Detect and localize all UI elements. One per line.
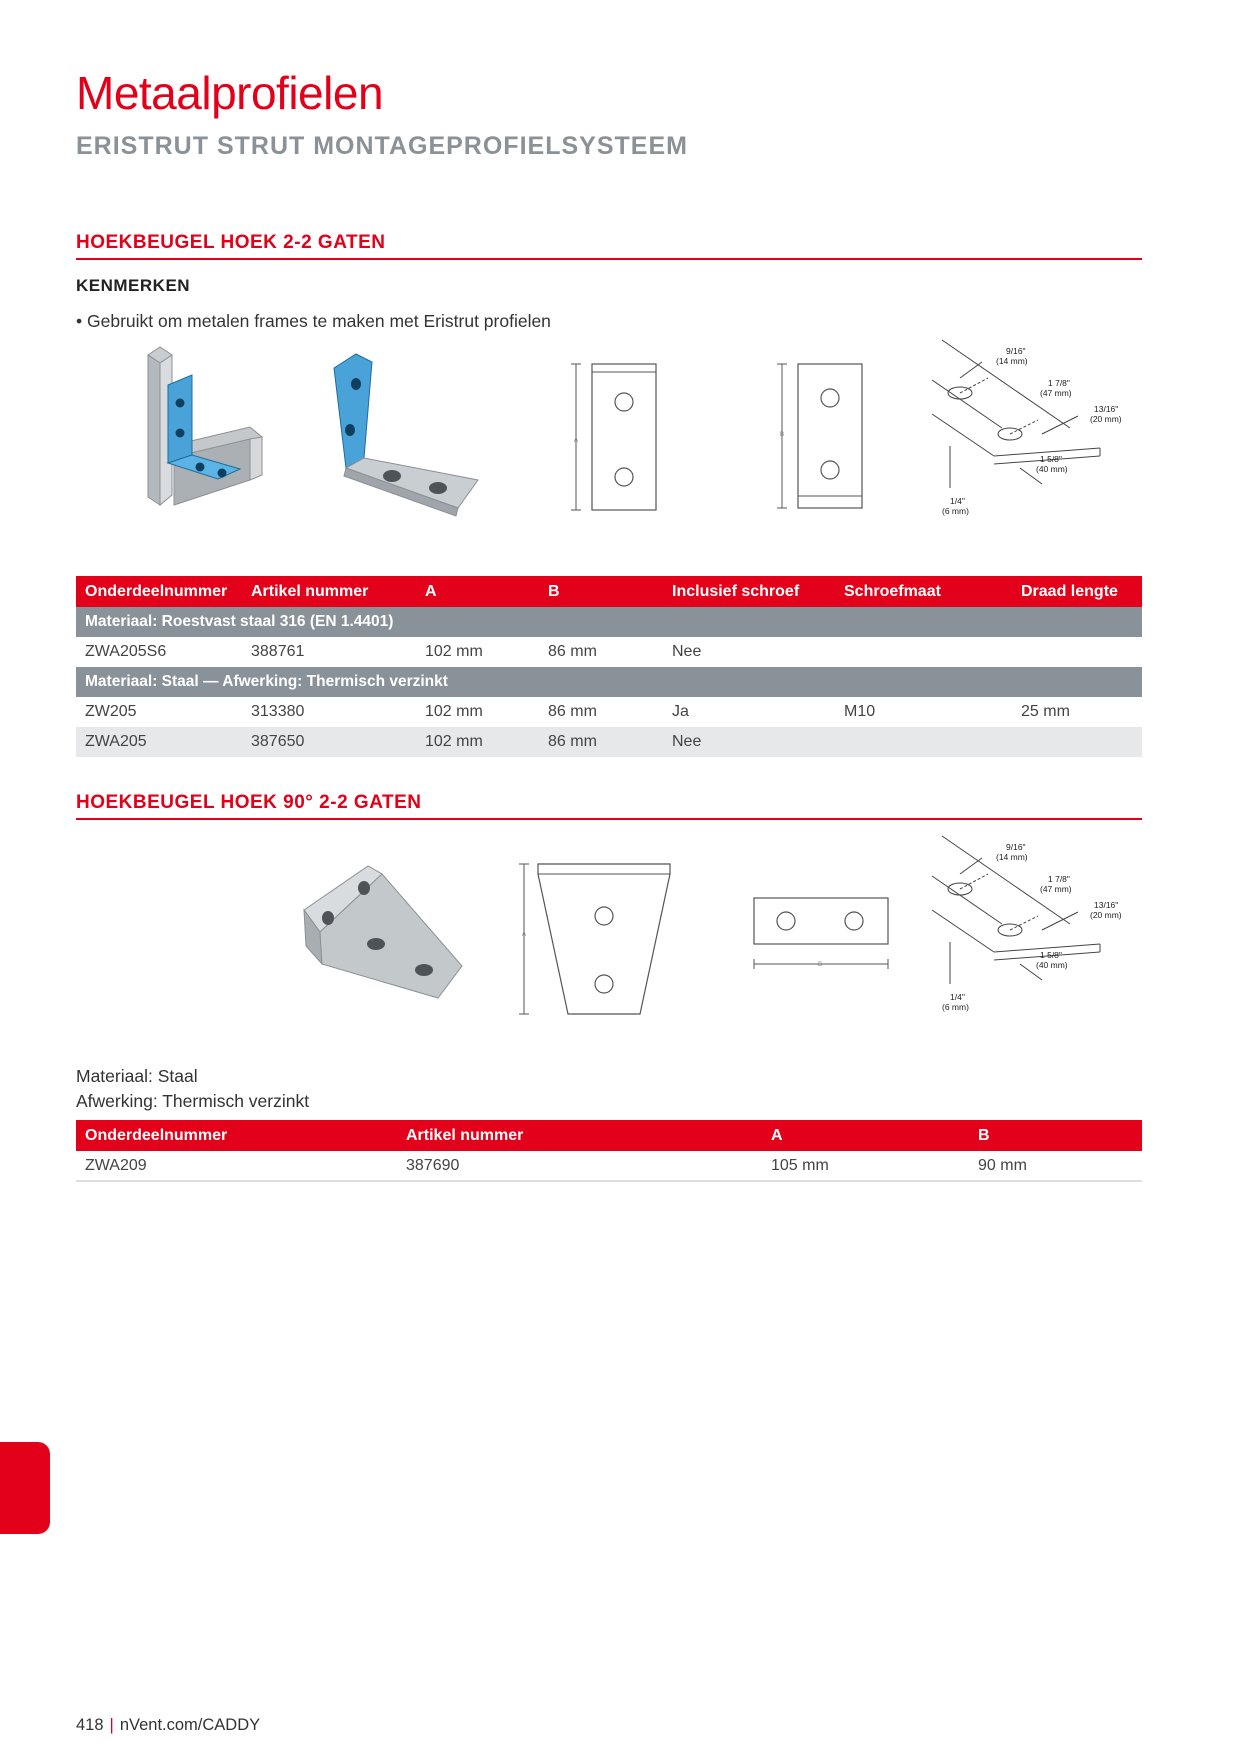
table-cell: 102 mm	[425, 703, 483, 720]
col-header: B	[969, 1120, 1142, 1151]
table-cell: 102 mm	[416, 727, 539, 757]
footer-separator: |	[109, 1716, 114, 1734]
dim-spacing-mm-label: (47 mm)	[1040, 884, 1072, 894]
spec-table-2	[76, 1120, 1142, 1182]
section-heading-2: HOEKBEUGEL HOEK 90° 2-2 GATEN	[76, 792, 1142, 820]
col-header: Onderdeelnummer	[76, 1120, 397, 1151]
group-label: Materiaal: Staal — Afwerking: Thermisch verzinkt	[76, 667, 1142, 697]
table-row	[76, 697, 1142, 727]
dim-width-mm-label: (40 mm)	[1036, 464, 1068, 474]
dim-hole-label: 9/16"	[1006, 842, 1026, 852]
table-cell: Nee	[672, 643, 702, 660]
table-cell: 86 mm	[548, 643, 597, 660]
page-title: Metaalprofielen	[76, 67, 384, 119]
table-cell: ZWA205S6	[85, 643, 167, 660]
group-label: Materiaal: Roestvast staal 316 (EN 1.4401)	[76, 607, 1142, 637]
dim-width-label: 1 5/8"	[1040, 454, 1062, 464]
table-cell: M10	[844, 703, 876, 720]
dim-hole-mm-label: (14 mm)	[996, 356, 1028, 366]
feature-bullet: • Gebruikt om metalen frames te maken met Eristrut profielen	[76, 311, 551, 331]
dim-edge-label: 13/16"	[1094, 404, 1119, 414]
features-heading: KENMERKEN	[76, 276, 191, 295]
col-header: B	[539, 576, 663, 607]
dim-edge-mm-label: (20 mm)	[1090, 910, 1122, 920]
table-row	[76, 637, 1142, 667]
table-cell: 105 mm	[762, 1151, 969, 1181]
table-cell	[835, 727, 1012, 757]
col-header: Artikel nummer	[242, 576, 416, 607]
col-header: A	[762, 1120, 969, 1151]
tapered-view-drawing-a	[518, 860, 678, 1020]
dim-width-label: 1 5/8"	[1040, 950, 1062, 960]
dim-a2-label: A	[522, 932, 527, 938]
dim-spacing-label: 1 7/8"	[1048, 874, 1070, 884]
table-cell: ZW205	[85, 703, 137, 720]
table-header-row	[76, 1120, 1142, 1151]
dim-a-label: A	[574, 438, 579, 444]
section-heading-1: HOEKBEUGEL HOEK 2-2 GATEN	[76, 232, 1142, 260]
dim-thickness-mm-label: (6 mm)	[942, 506, 969, 516]
table-cell: Ja	[672, 703, 689, 720]
dim-b-label: B	[780, 432, 785, 438]
table-row	[76, 727, 1142, 757]
col-header: Onderdeelnummer	[76, 576, 242, 607]
dim-edge-label: 13/16"	[1094, 900, 1119, 910]
table-cell: Nee	[663, 727, 835, 757]
col-header: Artikel nummer	[397, 1120, 762, 1151]
table-cell: 86 mm	[539, 727, 663, 757]
dim-edge-mm-label: (20 mm)	[1090, 414, 1122, 424]
table-cell: 102 mm	[425, 643, 483, 660]
finish-text: Afwerking: Thermisch verzinkt	[76, 1091, 310, 1111]
table-cell: 86 mm	[548, 703, 597, 720]
dim-b2-label: B	[818, 962, 823, 968]
col-header: Schroefmaat	[835, 576, 1012, 607]
front-view-drawing-a	[570, 362, 670, 514]
hole-dimension-drawing-2	[930, 834, 1130, 1024]
material-note	[76, 1064, 309, 1114]
dim-thickness-mm-label: (6 mm)	[942, 1002, 969, 1012]
col-header: Draad lengte	[1012, 576, 1142, 607]
material-text: Materiaal: Staal	[76, 1066, 198, 1086]
footer-link[interactable]: nVent.com/CADDY	[119, 1716, 261, 1734]
bracket-in-channel-image	[140, 345, 270, 535]
dim-width-mm-label: (40 mm)	[1036, 960, 1068, 970]
table-cell: 25 mm	[1021, 703, 1070, 720]
footer	[76, 1716, 260, 1735]
page-subtitle: ERISTRUT STRUT MONTAGEPROFIELSYSTEEM	[76, 132, 688, 160]
side-tab-marker	[0, 1442, 50, 1534]
table-cell	[1012, 637, 1142, 667]
blue-bracket-image	[328, 350, 488, 525]
table-cell: 387690	[397, 1151, 762, 1181]
table-cell	[1012, 727, 1142, 757]
table-cell: 388761	[251, 643, 305, 660]
dim-hole-mm-label: (14 mm)	[996, 852, 1028, 862]
angle-bracket-image	[298, 862, 468, 1007]
table-cell: ZWA209	[76, 1151, 397, 1181]
front-view-drawing-b	[776, 362, 876, 512]
dim-spacing-mm-label: (47 mm)	[1040, 388, 1072, 398]
table-cell	[835, 637, 1012, 667]
table-row	[76, 1151, 1142, 1181]
group-row	[76, 667, 1142, 697]
table-cell: 90 mm	[969, 1151, 1142, 1181]
table-header-row	[76, 576, 1142, 607]
spec-table-1	[76, 576, 1142, 757]
dim-hole-label: 9/16"	[1006, 346, 1026, 356]
page-number: 418	[76, 1716, 104, 1734]
table-cell: 313380	[251, 703, 305, 720]
table-cell: 387650	[242, 727, 416, 757]
table-cell: ZWA205	[76, 727, 242, 757]
col-header: Inclusief schroef	[663, 576, 835, 607]
group-row	[76, 607, 1142, 637]
top-view-drawing-b	[752, 896, 892, 976]
dim-thickness-label: 1/4"	[950, 992, 965, 1002]
col-header: A	[416, 576, 539, 607]
dim-spacing-label: 1 7/8"	[1048, 378, 1070, 388]
hole-dimension-drawing-1	[930, 338, 1130, 528]
dim-thickness-label: 1/4"	[950, 496, 965, 506]
